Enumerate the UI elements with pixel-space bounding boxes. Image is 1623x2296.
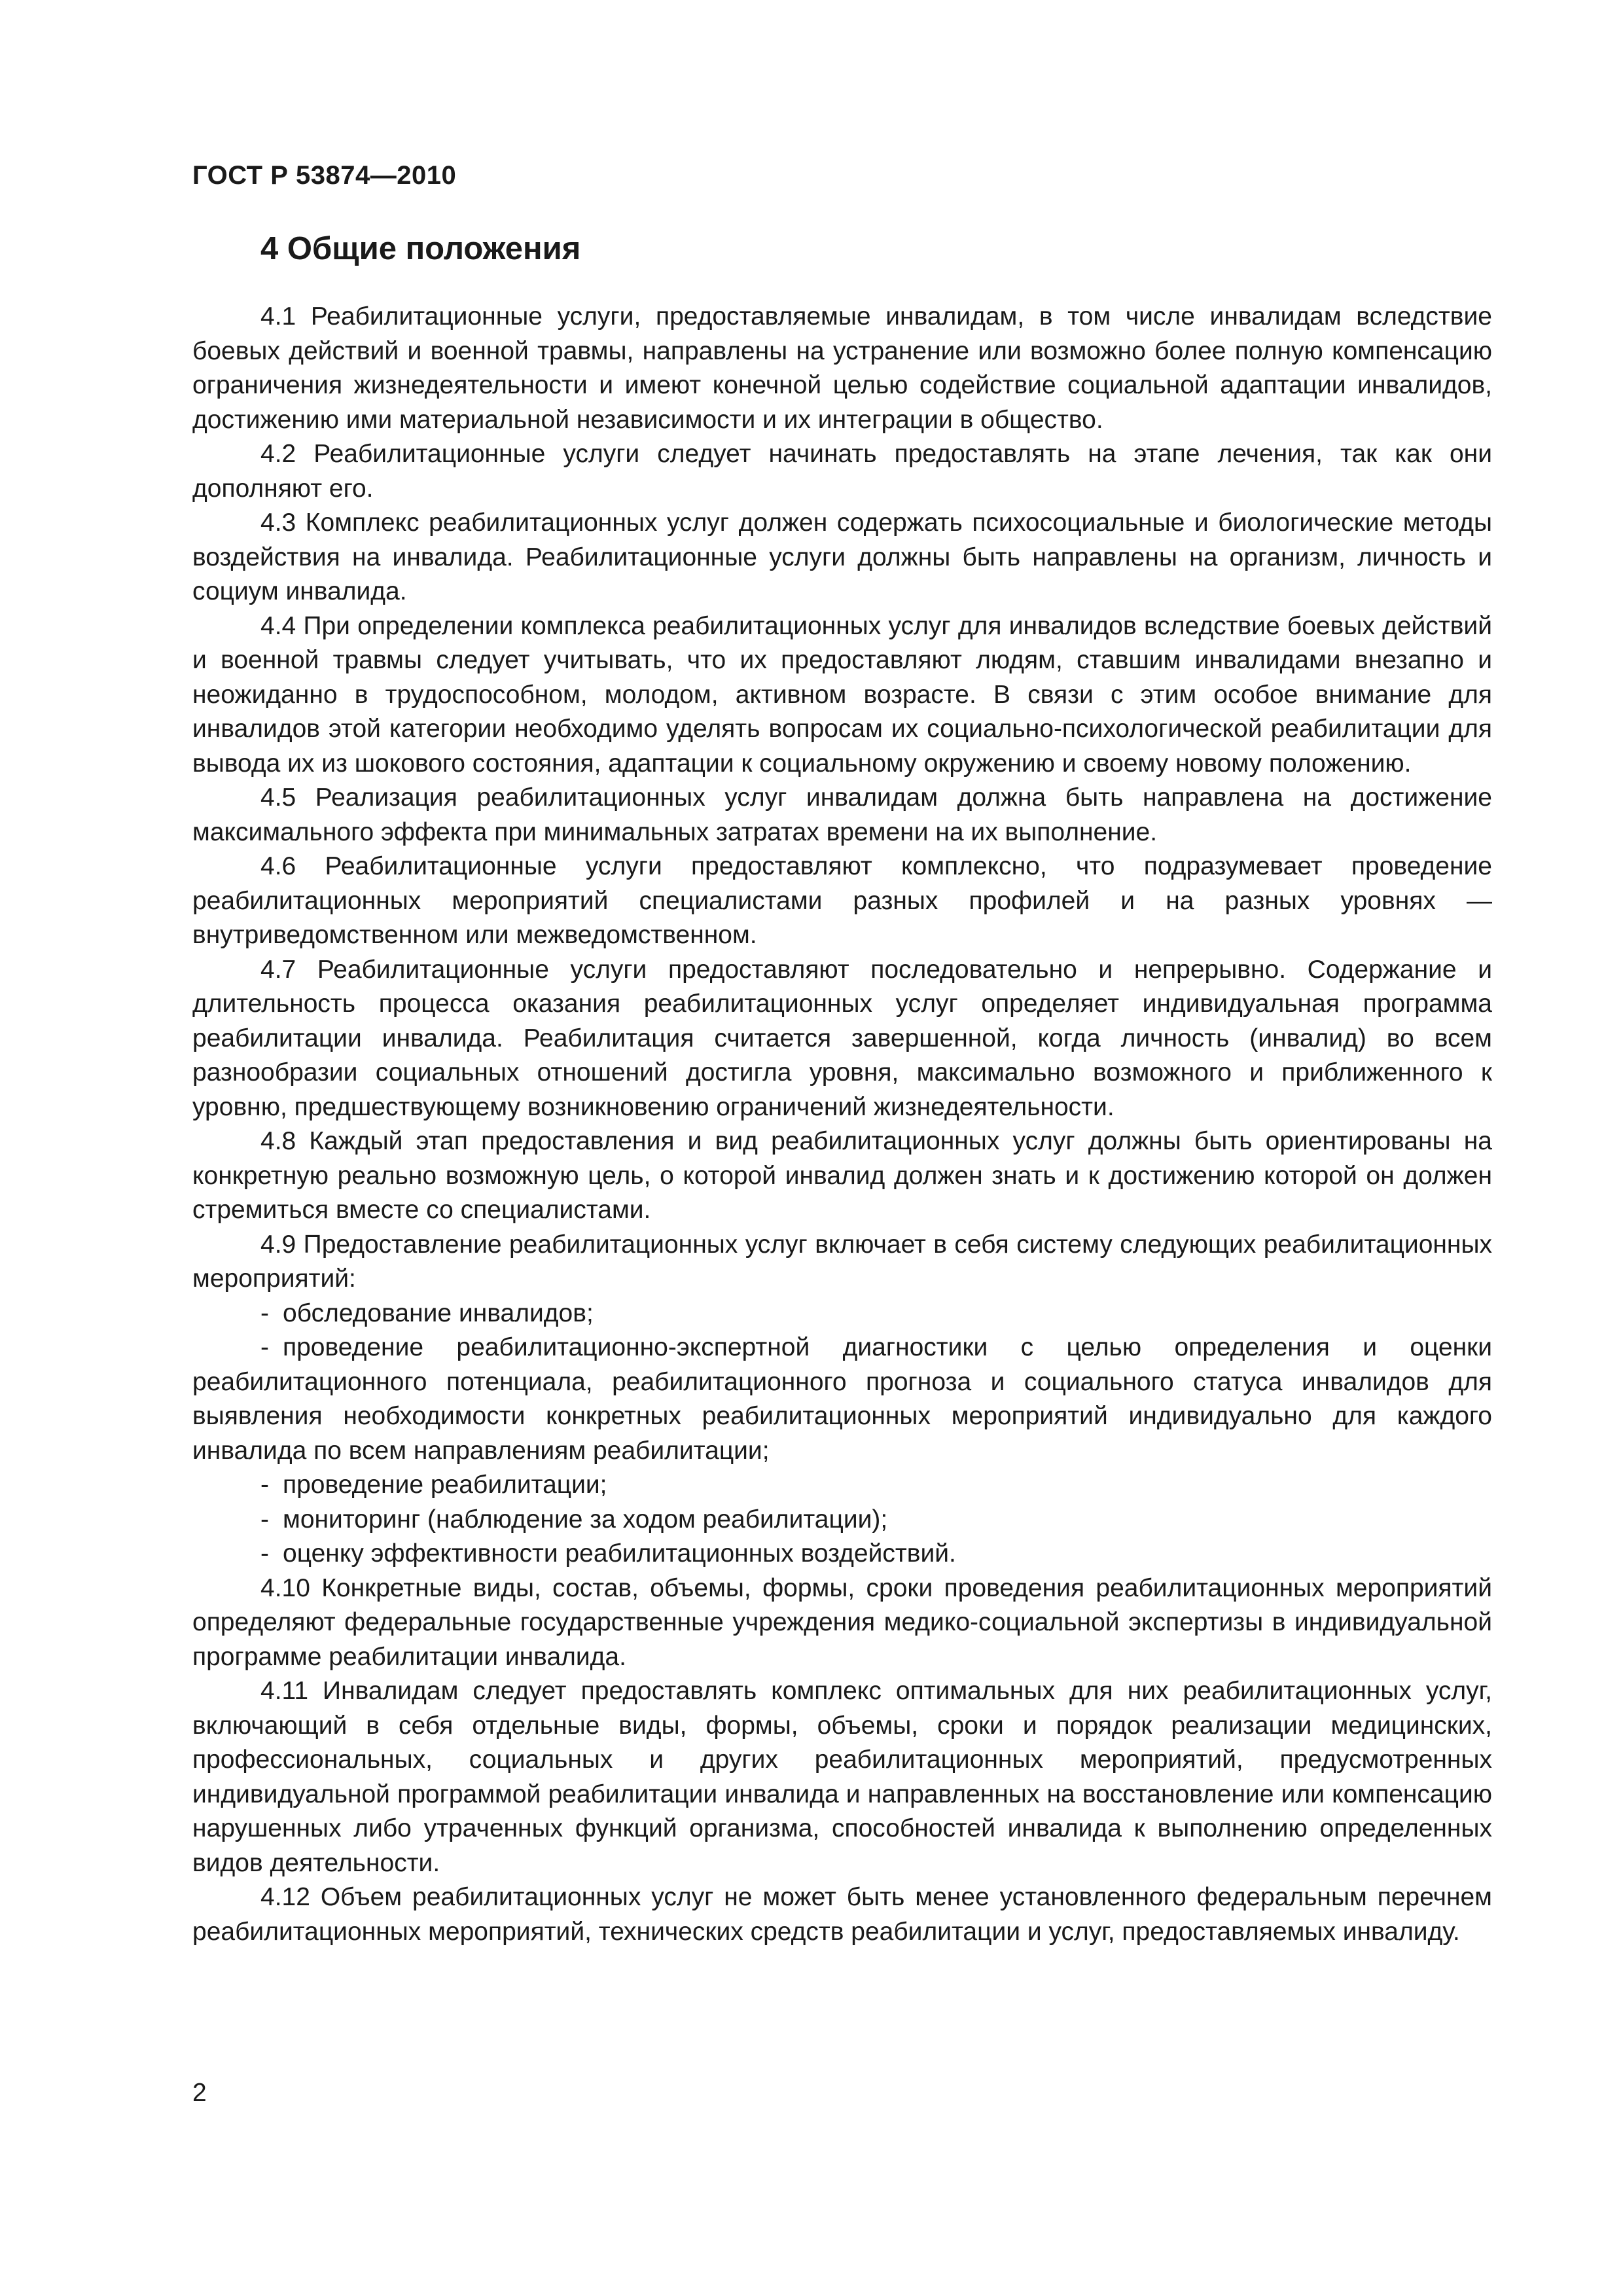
paragraph-4-3: 4.3 Комплекс реабилитационных услуг должен содержать психосоциальные и биологические методы воздействия на инвалида. Реабилитационные услуги должны быть направлены на организм, личность и социум инвалида. — [192, 509, 1492, 605]
list-item-text: обследование инвалидов; — [283, 1299, 594, 1327]
list-dash: - — [260, 1539, 269, 1568]
list-item — [192, 1537, 1492, 1571]
list-item — [192, 1468, 1492, 1503]
paragraph-4-9: 4.9 Предоставление реабилитационных услуг включает в себя систему следующих реабилитационных мероприятий: — [192, 1230, 1492, 1293]
measures-list — [192, 1297, 1492, 1571]
list-dash: - — [260, 1333, 269, 1361]
list-item-text: оценку эффективности реабилитационных воздействий. — [283, 1539, 956, 1568]
list-dash: - — [260, 1299, 269, 1327]
paragraph-4-1: 4.1 Реабилитационные услуги, предоставляемые инвалидам, в том числе инвалидам вследствие боевых действий и военной травмы, направлены на устранение или возможно более полную компенсацию ограничения жизнедеятельности и имеют конечной целью содействие социальной адаптации инвалидов, достижению ими материальной независимости и их интеграции в общество. — [192, 302, 1492, 434]
paragraph-4-7: 4.7 Реабилитационные услуги предоставляют последовательно и непрерывно. Содержание и длительность процесса оказания реабилитационных услуг определяет индивидуальная программа реабилитации инвалида. Реабилитация считается завершенной, когда личность (инвалид) во всем разнообразии социальных отношений достигла уровня, максимально возможного и приближенного к уровню, предшествующему возникновению ограничений жизнедеятельности. — [192, 955, 1492, 1121]
list-item-text: проведение реабилитации; — [283, 1471, 607, 1499]
paragraph-4-2: 4.2 Реабилитационные услуги следует начинать предоставлять на этапе лечения, так как они дополняют его. — [192, 440, 1492, 503]
list-item — [192, 1297, 1492, 1331]
paragraph-4-8: 4.8 Каждый этап предоставления и вид реабилитационных услуг должны быть ориентированы на конкретную реально возможную цель, о которой инвалид должен знать и к достижению которой он должен стремиться вместе со специалистами. — [192, 1127, 1492, 1224]
list-dash: - — [260, 1505, 269, 1534]
list-item — [192, 1503, 1492, 1537]
section-title: 4 Общие положения — [260, 231, 581, 266]
paragraph-4-6: 4.6 Реабилитационные услуги предоставляют комплексно, что подразумевает проведение реабилитационных мероприятий специалистами разных профилей и на разных уровнях — внутриведомственном или межведомственном. — [192, 852, 1492, 949]
list-item-text: проведение реабилитационно-экспертной диагностики с целью определения и оценки реабилитационного потенциала, реабилитационного прогноза и социального статуса инвалидов для выявления необходимости конкретных реабилитационных мероприятий индивидуально для каждого инвалида по всем направлениям реабилитации; — [192, 1333, 1492, 1465]
document-code: ГОСТ Р 53874—2010 — [192, 161, 457, 190]
list-item-text: мониторинг (наблюдение за ходом реабилитации); — [283, 1505, 888, 1534]
page-number: 2 — [192, 2079, 207, 2107]
paragraph-4-12: 4.12 Объем реабилитационных услуг не может быть менее установленного федеральным перечнем реабилитационных мероприятий, технических средств реабилитации и услуг, предоставляемых инвалиду. — [192, 1883, 1492, 1946]
paragraph-4-10: 4.10 Конкретные виды, состав, объемы, формы, сроки проведения реабилитационных мероприятий определяют федеральные государственные учреждения медико-социальной экспертизы в индивидуальной программе реабилитации инвалида. — [192, 1573, 1492, 1671]
paragraph-4-4: 4.4 При определении комплекса реабилитационных услуг для инвалидов вследствие боевых действий и военной травмы следует учитывать, что их предоставляют людям, ставшим инвалидами внезапно и неожиданно в трудоспособном, молодом, активном возрасте. В связи с этим особое внимание для инвалидов этой категории необходимо уделять вопросам их социально-психологической реабилитации для вывода их из шокового состояния, адаптации к социальному окружению и своему новому положению. — [192, 611, 1492, 778]
section-body — [192, 300, 1492, 1949]
paragraph-4-11: 4.11 Инвалидам следует предоставлять комплекс оптимальных для них реабилитационных услуг, включающий в себя отдельные виды, формы, объемы, сроки и порядок реализации медицинских, профессиональных, социальных и других реабилитационных мероприятий, предусмотренных индивидуальной программой реабилитации инвалида и направленных на восстановление или компенсацию нарушенных либо утраченных функций организма, способностей инвалида к выполнению определенных видов деятельности. — [192, 1677, 1492, 1877]
paragraph-4-5: 4.5 Реализация реабилитационных услуг инвалидам должна быть направлена на достижение максимального эффекта при минимальных затратах времени на их выполнение. — [192, 783, 1492, 846]
list-item — [192, 1331, 1492, 1468]
list-dash: - — [260, 1471, 269, 1499]
